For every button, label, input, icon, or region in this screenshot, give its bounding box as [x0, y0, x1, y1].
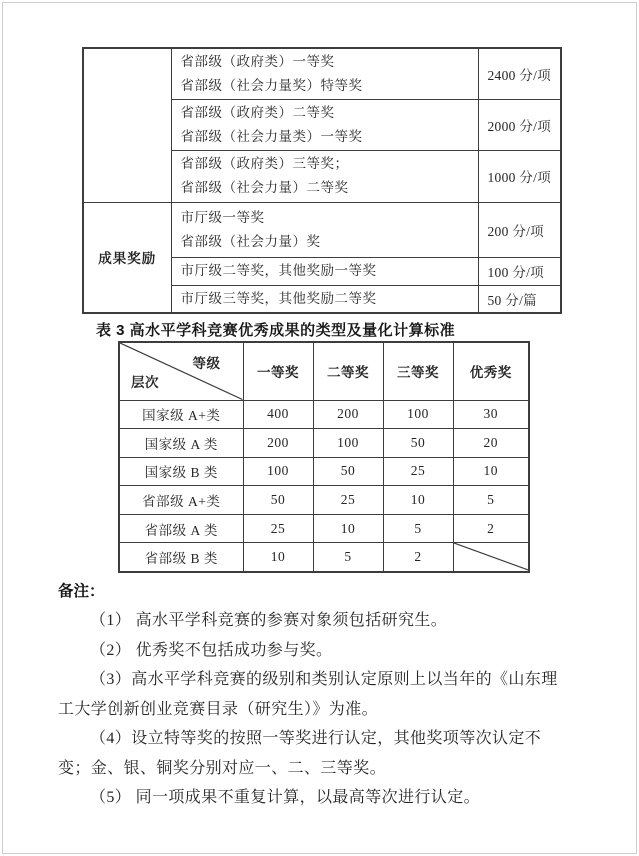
award-line: 省部级（政府类）二等奖	[180, 104, 335, 120]
award-desc-cell	[171, 257, 478, 285]
score-cell: 200	[313, 400, 383, 429]
award-line: 省部级（社会力量）二等奖	[180, 180, 349, 195]
table-row	[119, 457, 529, 486]
table-row	[119, 400, 529, 429]
award-score-cell: 200 分/项	[478, 202, 561, 257]
score-cell: 25	[243, 514, 313, 543]
column-header: 二等奖	[313, 342, 383, 400]
award-line: 市厅级一等奖	[180, 209, 265, 225]
score-cell: 2	[383, 543, 453, 572]
award-line: 市厅级二等奖，其他奖励一等奖	[180, 263, 377, 278]
award-line: 省部级（政府类）一等奖	[180, 53, 335, 69]
level-cell: 省部级 A+类	[119, 486, 243, 515]
award-desc-cell	[171, 48, 478, 99]
award-score-cell: 2000 分/项	[478, 99, 561, 150]
award-desc-cell	[171, 99, 478, 150]
score-cell: 50	[383, 429, 453, 458]
note-item: （4）设立特等奖的按照一等奖进行认定，其他奖项等次认定不变；金、银、铜奖分别对应一、二、三等奖。	[58, 730, 542, 777]
award-line: 省部级（社会力量奖）特等奖	[180, 77, 363, 93]
award-score-cell: 1000 分/项	[478, 150, 561, 202]
award-score-cell: 50 分/篇	[478, 285, 561, 313]
score-cell: 100	[243, 457, 313, 486]
award-desc-cell	[171, 150, 478, 202]
score-cell: 100	[383, 400, 453, 429]
table-row	[83, 202, 561, 257]
score-cell: 5	[313, 543, 383, 572]
score-cell: 10	[243, 543, 313, 572]
column-header: 一等奖	[243, 342, 313, 400]
award-desc-cell	[171, 285, 478, 313]
score-cell: 10	[383, 486, 453, 515]
score-cell: 100	[313, 429, 383, 458]
table-row	[119, 486, 529, 515]
corner-header-cell	[119, 342, 243, 400]
award-score-cell: 100 分/项	[478, 257, 561, 285]
awards-group-label-cell: 成果奖励	[83, 202, 171, 313]
diagonal-strike-line	[454, 543, 529, 570]
score-cell: 20	[453, 429, 529, 458]
table-row	[83, 48, 561, 99]
notes-heading: 备注：	[58, 583, 105, 600]
table-row	[119, 429, 529, 458]
score-cell: 25	[383, 457, 453, 486]
note-item: （1） 高水平学科竞赛的参赛对象须包括研究生。	[90, 612, 448, 629]
table3-title: 表 3 高水平学科竞赛优秀成果的类型及量化计算标准	[96, 322, 456, 339]
score-cell: 2	[453, 514, 529, 543]
empty-diagonal-cell	[453, 543, 529, 572]
notes-section	[58, 577, 558, 813]
corner-label-level: 层次	[131, 374, 159, 390]
score-cell: 25	[313, 486, 383, 515]
column-header: 三等奖	[383, 342, 453, 400]
award-score-cell: 2400 分/项	[478, 48, 561, 99]
table-row	[119, 514, 529, 543]
award-desc-cell	[171, 202, 478, 257]
award-line: 省部级（社会力量类）一等奖	[180, 128, 363, 144]
note-item: （5） 同一项成果不重复计算，以最高等次进行认定。	[90, 789, 481, 806]
level-cell: 省部级 B 类	[119, 543, 243, 572]
note-item: （2） 优秀奖不包括成功参与奖。	[90, 641, 333, 659]
level-cell: 省部级 A 类	[119, 514, 243, 543]
score-cell: 10	[313, 514, 383, 543]
award-line: 省部级（政府类）三等奖；	[180, 156, 349, 171]
level-cell: 国家级 A+类	[119, 400, 243, 429]
level-cell: 国家级 A 类	[119, 429, 243, 458]
award-line: 省部级（社会力量）奖	[180, 233, 321, 249]
competition-score-table	[118, 341, 530, 573]
score-cell: 30	[453, 400, 529, 429]
level-cell: 国家级 B 类	[119, 457, 243, 486]
score-cell: 50	[243, 486, 313, 515]
note-item: （3）高水平学科竞赛的级别和类别认定原则上以当年的《山东理工大学创新创业竞赛目录（研究生）》为准。	[58, 671, 558, 718]
score-cell: 10	[453, 457, 529, 486]
table-row	[119, 543, 529, 572]
awards-group-blank-cell	[83, 48, 171, 202]
award-line: 市厅级三等奖，其他奖励二等奖	[180, 290, 377, 306]
column-header: 优秀奖	[453, 342, 529, 400]
score-cell: 5	[453, 486, 529, 515]
score-cell: 200	[243, 429, 313, 458]
score-cell: 400	[243, 400, 313, 429]
corner-label-grade: 等级	[192, 356, 221, 371]
score-cell: 5	[383, 514, 453, 543]
score-cell: 50	[313, 457, 383, 486]
table-header-row	[119, 342, 529, 400]
awards-table	[82, 47, 562, 314]
